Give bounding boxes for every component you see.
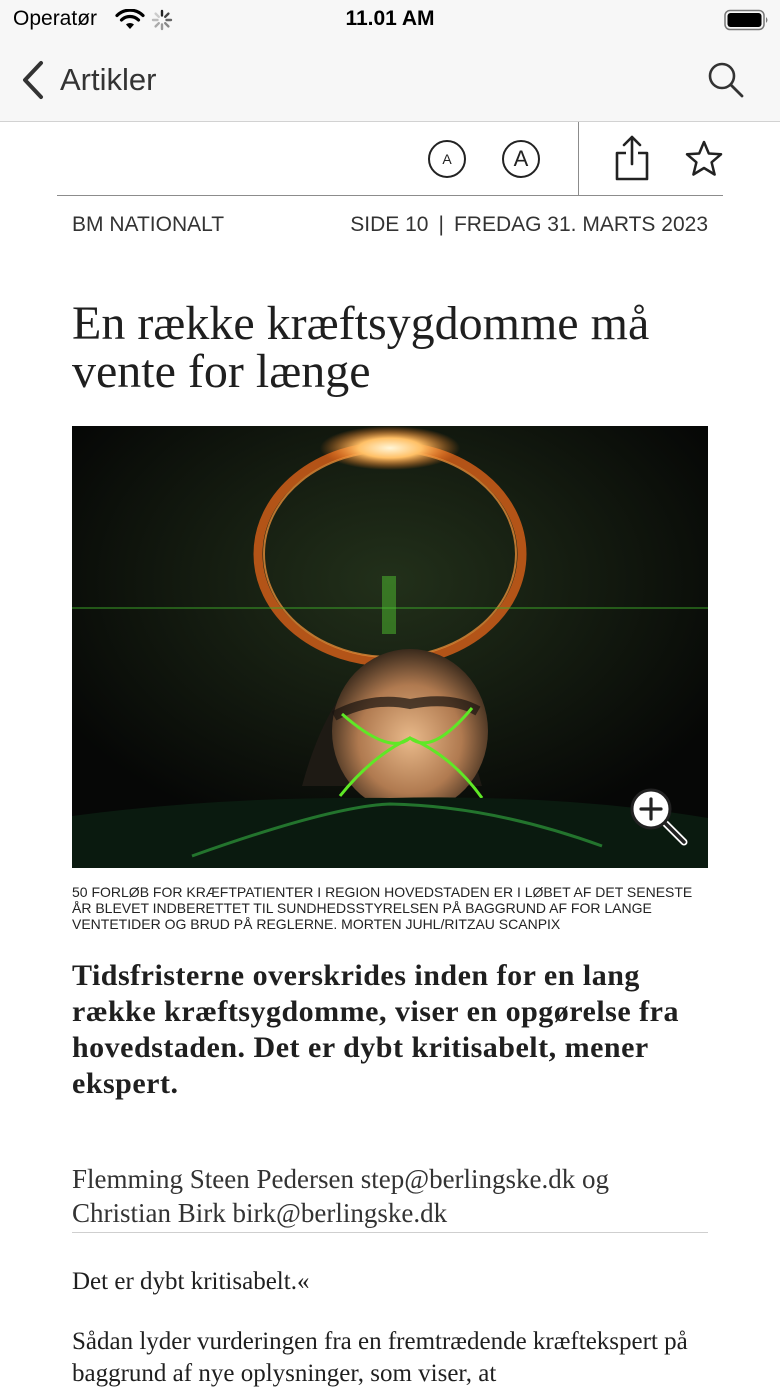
star-icon[interactable] xyxy=(684,139,724,179)
decrease-font-button[interactable]: A xyxy=(428,140,466,178)
body-paragraph: Sådan lyder vurderingen fra en fremtrædende kræftekspert på baggrund af nye oplysninger, som viser, at xyxy=(72,1328,688,1387)
chevron-left-icon xyxy=(20,60,46,100)
article-byline: Flemming Steen Pedersen step@berlingske.dk og Christian Birk birk@berlingske.dk xyxy=(72,1162,708,1233)
photo-illustration xyxy=(72,426,708,868)
article-toolbar xyxy=(0,122,780,196)
article-lead: Tidsfristerne overskrides inden for en lang række kræftsygdomme, viser en opgørelse fra hovedstaden. Det er dybt kritisabelt, mener ekspert. xyxy=(72,959,679,1100)
image-caption: 50 FORLØB FOR KRÆFTPATIENTER I REGION HOVEDSTADEN ER I LØBET AF DET SENESTE ÅR BLEVET INDBERETTET TIL SUNDHEDSSTYRELSEN PÅ BAGGRUND AF FOR LANGE VENTETIDER OG BRUD PÅ REGLERNE. MORTEN JUHL/RITZAU SCANPIX xyxy=(72,884,693,932)
article-meta xyxy=(72,213,708,241)
page-date xyxy=(350,213,708,237)
increase-font-button[interactable]: A xyxy=(502,140,540,178)
article-image[interactable] xyxy=(72,426,708,868)
status-bar xyxy=(0,0,780,40)
body-paragraph: Det er dybt kritisabelt.« xyxy=(72,1268,310,1295)
navigation-bar xyxy=(0,40,780,122)
zoom-in-icon[interactable] xyxy=(628,786,690,848)
toolbar-bottom-divider xyxy=(57,195,723,196)
article-headline: En række kræftsygdomme må vente for længe xyxy=(72,297,650,398)
date-label: FREDAG 31. MARTS 2023 xyxy=(453,213,708,236)
toolbar-divider xyxy=(578,122,579,196)
back-label: Artikler xyxy=(60,62,157,97)
section-label: BM NATIONALT xyxy=(72,213,225,236)
battery-icon xyxy=(724,9,770,31)
page-label: SIDE 10 xyxy=(350,213,429,236)
share-icon[interactable] xyxy=(614,134,650,182)
meta-separator: | xyxy=(438,213,444,236)
carrier-label: Operatør xyxy=(13,7,98,30)
back-button[interactable] xyxy=(20,56,156,104)
search-icon[interactable] xyxy=(706,60,746,100)
status-time: 11.01 AM xyxy=(345,7,435,30)
